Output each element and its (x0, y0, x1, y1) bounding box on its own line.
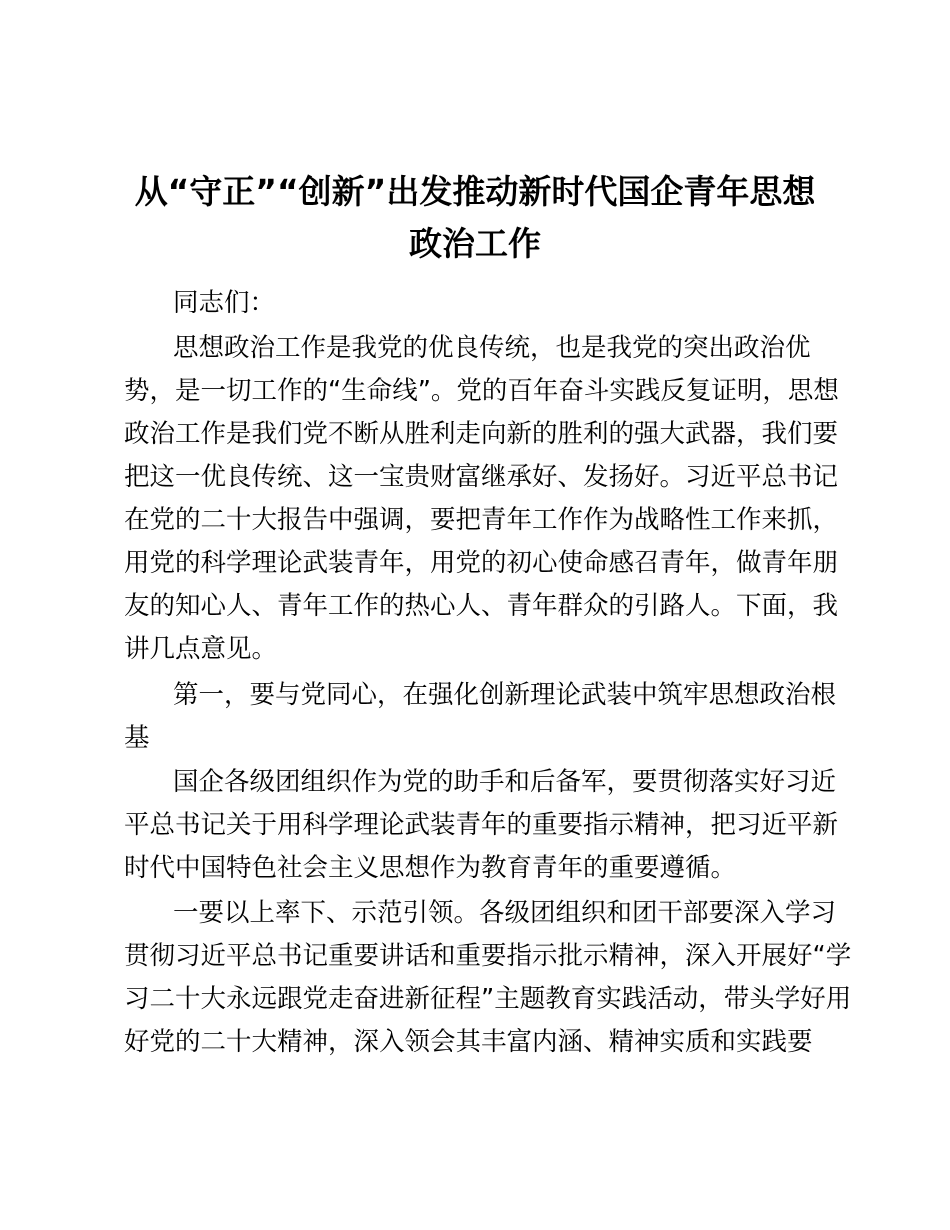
paragraph-line: 习二十大永远跟党走奋进新征程”主题教育实践活动，带头学好用 (124, 984, 852, 1014)
paragraph-line: 国企各级团组织作为党的助手和后备军，要贯彻落实好习近 (173, 767, 837, 797)
paragraph-line: 用党的科学理论武装青年，用党的初心使命感召青年，做青年朋 (124, 548, 839, 578)
section-heading-line: 第一，要与党同心，在强化创新理论武装中筑牢思想政治根 (173, 680, 837, 710)
paragraph-line: 在党的二十大报告中强调，要把青年工作作为战略性工作来抓， (124, 505, 839, 535)
paragraph-line: 势，是一切工作的“生命线”。党的百年奋斗实践反复证明，思想 (124, 376, 839, 406)
document-title-line-1: 从“守正”“创新”出发推动新时代国企青年思想 (134, 172, 816, 211)
paragraph-line: 把这一优良传统、这一宝贵财富继承好、发扬好。习近平总书记 (124, 462, 839, 492)
paragraph-line: 一要以上率下、示范引领。各级团组织和团干部要深入学习 (173, 898, 837, 928)
paragraph-line: 讲几点意见。 (124, 634, 278, 664)
paragraph-line: 贯彻习近平总书记重要讲话和重要指示批示精神，深入开展好“学 (124, 941, 852, 971)
paragraph-line: 平总书记关于用科学理论武装青年的重要指示精神，把习近平新 (124, 810, 839, 840)
paragraph-line: 友的知心人、青年工作的热心人、青年群众的引路人。下面，我 (124, 591, 839, 621)
document-title-line-2: 政治工作 (409, 224, 541, 263)
paragraph-line: 政治工作是我们党不断从胜利走向新的胜利的强大武器，我们要 (124, 419, 839, 449)
paragraph-line: 时代中国特色社会主义思想作为教育青年的重要遵循。 (124, 853, 737, 883)
paragraph-line: 好党的二十大精神，深入领会其丰富内涵、精神实质和实践要 (124, 1027, 813, 1057)
salutation: 同志们： (173, 288, 276, 318)
paragraph-line: 思想政治工作是我党的优良传统，也是我党的突出政治优 (173, 333, 811, 363)
section-heading-line: 基 (124, 723, 150, 753)
